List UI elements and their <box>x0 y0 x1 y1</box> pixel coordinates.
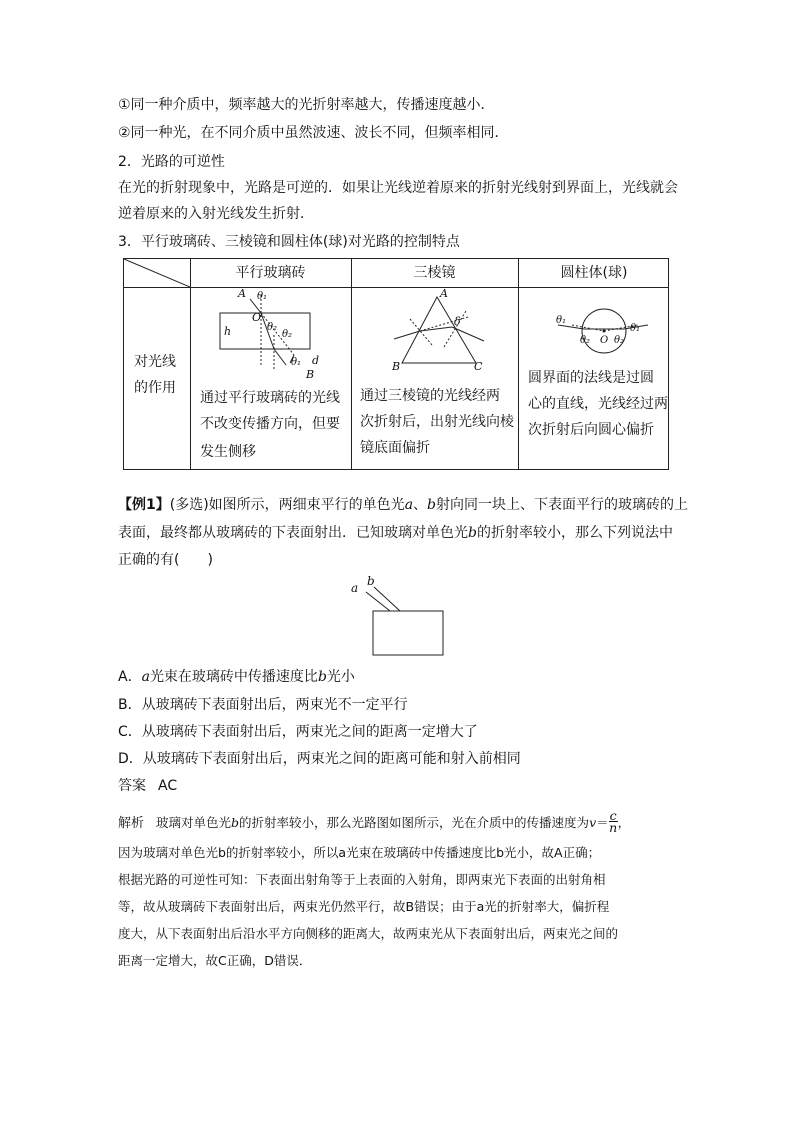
heading-2: 2．光路的可逆性 <box>118 154 225 170</box>
label-B: B <box>306 368 315 381</box>
intro-item-1: ①同一种介质中，频率越大的光折射率越大，传播速度越小． <box>118 97 495 113</box>
table-col-divider <box>518 259 519 469</box>
answer-value: AC <box>158 778 178 794</box>
cell-glass-line-1: 通过平行玻璃砖的光线 <box>200 390 340 406</box>
cell-glass-line-3: 发生侧移 <box>200 444 256 460</box>
example-tag: 【例1】 <box>118 497 170 513</box>
label-cyl-O: O <box>600 335 609 346</box>
solution-line-4: 等，故从玻璃砖下表面射出后，两束光仍然平行，故B错误；由于a光的折射率大，偏折程 <box>118 899 610 914</box>
cell-glass-line-2: 不改变传播方向，但要 <box>200 416 340 432</box>
label-theta2: θ₂ <box>267 322 278 333</box>
label-cyl-theta2: θ₂ <box>580 335 591 346</box>
cell-prism-line-2: 次折射后，出射光线向棱 <box>360 414 514 430</box>
cell-cyl-line-1: 圆界面的法线是过圆 <box>528 370 654 386</box>
label-h: h <box>224 325 232 338</box>
cell-cyl-line-2: 心的直线，光线经过两 <box>528 396 668 412</box>
option-a: A．a光束在玻璃砖中传播速度比b光小 <box>118 669 355 685</box>
row-label-line-2: 的作用 <box>134 380 176 396</box>
figure-label-a: a <box>351 581 359 595</box>
table-row-divider <box>124 287 668 288</box>
figure-label-b: b <box>367 574 375 588</box>
label-prism-B: B <box>392 360 401 373</box>
label-prism-A: A <box>440 287 448 300</box>
label-theta2-b: θ₂ <box>282 329 293 340</box>
solution-line-5: 度大，从下表面射出后沿水平方向侧移的距离大，故两束光从下表面射出后，两束光之间的 <box>118 926 619 941</box>
optics-table <box>123 258 669 470</box>
table-col-divider <box>190 259 191 469</box>
cylinder-diagram <box>548 299 658 359</box>
solution-line-3: 根据光路的可逆性可知：下表面出射角等于上表面的入射角，即两束光下表面的出射角相 <box>118 872 606 887</box>
heading-3: 3．平行玻璃砖、三棱镜和圆柱体(球)对光路的控制特点 <box>118 234 460 250</box>
option-c: C．从玻璃砖下表面射出后，两束光之间的距离一定增大了 <box>118 724 478 740</box>
label-cyl-theta1: θ₁ <box>556 315 567 326</box>
table-header-cylinder: 圆柱体(球) <box>560 265 628 281</box>
fraction-c-over-n: $\frac{c}{n}$ <box>609 808 618 835</box>
example-question-line-2: 表面，最终都从玻璃砖的下表面射出．已知玻璃对单色光b的折射率较小，那么下列说法中 <box>118 525 673 541</box>
cell-prism-line-1: 通过三棱镜的光线经两 <box>360 388 500 404</box>
intro-item-2: ②同一种光，在不同介质中虽然波速、波长不同，但频率相同． <box>118 125 509 141</box>
option-b: B．从玻璃砖下表面射出后，两束光不一定平行 <box>118 697 408 713</box>
label-theta1: θ₁ <box>257 291 268 302</box>
label-delta: δ <box>454 315 461 328</box>
solution-label: 解析 <box>118 816 145 831</box>
label-O: O <box>252 311 262 324</box>
label-theta1-b: θ₁ <box>291 357 302 368</box>
table-corner-diagonal <box>124 259 190 287</box>
example-question-line-3: 正确的有( ) <box>118 552 213 568</box>
option-d: D．从玻璃砖下表面射出后，两束光之间的距离可能和射入前相同 <box>118 751 521 767</box>
label-d: d <box>312 354 320 367</box>
paragraph-line-2: 逆着原来的入射光线发生折射． <box>118 206 314 222</box>
table-header-prism: 三棱镜 <box>413 265 456 281</box>
example-question-line-1: 【例1】(多选)如图所示，两细束平行的单色光a、b射向同一块上、下表面平行的玻璃砖的上 <box>118 497 689 513</box>
glass-block-diagram <box>214 291 334 383</box>
label-A: A <box>238 287 246 300</box>
label-cyl-theta1-b: θ₁ <box>630 323 641 334</box>
solution-line-6: 距离一定增大，故C正确，D错误． <box>118 953 312 968</box>
row-label-line-1: 对光线 <box>134 354 176 370</box>
table-col-divider <box>351 259 352 469</box>
label-cyl-theta2-b: θ₂ <box>614 335 625 346</box>
paragraph-line-1: 在光的折射现象中，光路是可逆的．如果让光线逆着原来的折射光线射到界面上，光线就会 <box>118 180 678 196</box>
answer-label: 答案 <box>118 778 146 794</box>
cell-prism-line-3: 镜底面偏折 <box>360 440 430 456</box>
solution-line-2: 因为玻璃对单色光b的折射率较小，所以a光束在玻璃砖中传播速度比b光小，故A正确； <box>118 845 601 860</box>
cell-cyl-line-3: 次折射后向圆心偏折 <box>528 422 654 438</box>
table-header-glass-block: 平行玻璃砖 <box>235 265 306 281</box>
solution-line-1: 解析 玻璃对单色光b的折射率较小，那么光路图如图所示，光在介质中的传播速度为v＝ $\frac{c}{n}$ ， <box>118 808 631 835</box>
answer-line <box>118 776 177 796</box>
label-prism-C: C <box>474 360 483 373</box>
